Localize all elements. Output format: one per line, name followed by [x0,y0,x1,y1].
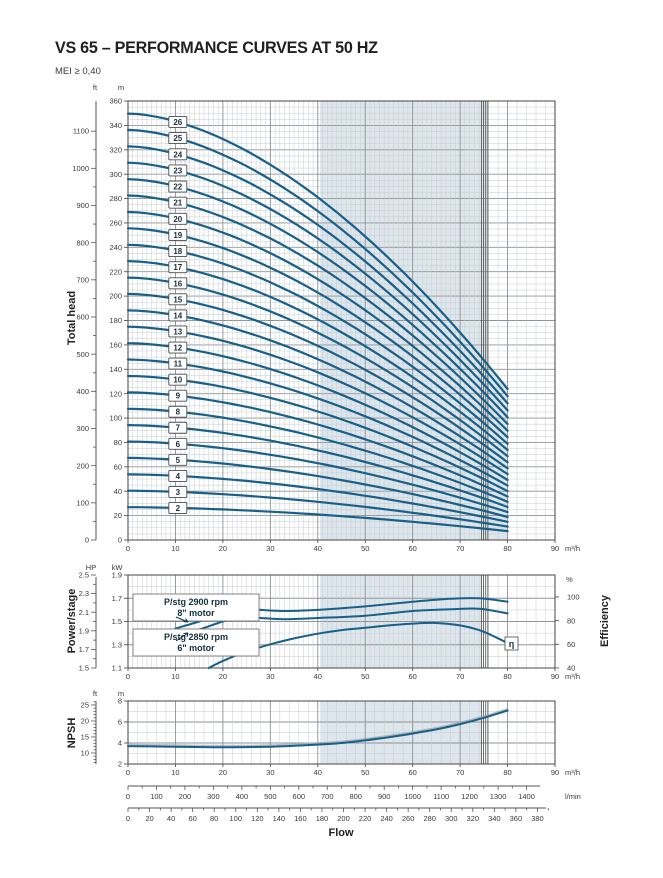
efficiency-tick: 40 [567,663,576,673]
head-x-tick: 30 [266,544,275,553]
power-label-line2: 6" motor [177,643,215,653]
npsh-ft-tick: 25 [80,700,89,710]
power-hp-tick: 2.5 [78,570,89,580]
stage-number: 26 [173,117,183,127]
head-m-tick: 20 [113,511,122,521]
head-x-tick: 0 [125,544,131,553]
head-ft-tick: 100 [76,498,89,508]
head-m-tick: 160 [109,340,122,350]
gpm-tick: 260 [401,814,415,823]
flow-scales [126,786,581,839]
lmin-tick: 1400 [518,792,535,801]
head-ft-tick: 500 [76,349,89,359]
npsh-x-tick: 90 [550,768,560,777]
gpm-tick: 340 [488,814,501,823]
npsh-x-tick: 60 [408,768,417,777]
head-ft-tick: 900 [76,201,89,211]
efficiency-axis-title: Efficiency [599,595,611,647]
lmin-tick: 800 [349,792,362,801]
page-title: VS 65 – PERFORMANCE CURVES AT 50 HZ [55,38,378,57]
gpm-tick: 0 [125,814,131,823]
head-m-tick: 220 [109,267,122,277]
head-m-tick: 340 [109,120,122,130]
gpm-tick: 40 [166,814,176,823]
head-x-tick: 70 [455,544,465,553]
power-x-tick: 30 [266,672,275,681]
stage-labels [169,116,187,513]
stage-number: 21 [173,198,183,208]
mei-rating: MEI ≥ 0,40 [55,66,101,77]
power-kw-tick: 1.9 [111,570,122,580]
power-hp-tick: 1.9 [78,626,89,636]
power-hp-tick: 2.3 [78,589,89,599]
head-ft-tick: 300 [76,424,89,434]
head-m-tick: 120 [109,389,122,399]
lmin-tick: 1300 [489,792,507,801]
power-x-tick: 70 [455,672,465,681]
lmin-tick: 600 [292,792,306,801]
npsh-x-tick: 10 [171,768,180,777]
lmin-tick: 1000 [404,792,422,801]
head-m-tick: 100 [109,413,122,423]
npsh-m-tick: 6 [117,717,122,727]
power-hp-tick: 1.7 [78,645,89,654]
stage-number: 18 [173,247,183,257]
gpm-tick: 300 [444,814,458,823]
power-label-line1: P/stg 2900 rpm [163,597,229,607]
efficiency-tick: 100 [567,592,580,602]
npsh-x-unit: m³/h [565,768,580,777]
stage-number: 7 [175,423,181,433]
head-m-tick: 260 [109,218,122,228]
gpm-tick: 380 [531,814,544,823]
efficiency-tick: 80 [567,616,576,626]
stage-number: 11 [173,359,183,369]
head-m-tick: 60 [113,462,122,472]
power-x-tick: 80 [503,672,512,681]
gpm-tick: 180 [315,814,329,823]
head-ft-tick: 0 [84,535,89,545]
head-ft-unit: ft [92,83,98,92]
gpm-tick: 200 [337,814,350,823]
npsh-x-tick: 20 [218,768,228,777]
lmin-unit: l/min [565,792,581,801]
stage-number: 4 [175,471,181,481]
power-x-tick: 20 [218,672,228,681]
stage-number: 14 [173,311,183,321]
npsh-m-tick: 8 [117,696,122,706]
stage-number: 3 [175,487,181,497]
stage-number: 24 [173,150,183,160]
head-ft-tick: 1100 [72,126,89,136]
power-x-tick: 60 [408,672,417,681]
gpm-tick: 280 [423,814,436,823]
efficiency-pct-unit: % [566,575,573,584]
npsh-axis-title: NPSH [66,717,78,749]
npsh-x-tick: 50 [361,768,370,777]
power-x-tick: 0 [125,672,131,681]
head-m-tick: 40 [113,486,122,496]
gpm-tick: 120 [251,814,264,823]
head-x-tick: 10 [171,544,180,553]
flow-axis-title: Flow [328,827,354,839]
lmin-tick: 1200 [461,792,478,801]
power-x-unit: m³/h [565,672,580,681]
gpm-tick: 140 [272,814,286,823]
head-ft-tick: 700 [76,275,89,285]
npsh-x-tick: 0 [125,768,131,777]
npsh-x-tick: 40 [313,768,322,777]
head-m-tick: 360 [109,96,122,106]
npsh-m-tick: 2 [117,759,122,769]
npsh-x-tick: 70 [455,768,465,777]
head-x-tick: 50 [361,544,370,553]
head-m-tick: 320 [109,145,122,155]
head-x-tick: 80 [503,544,512,553]
shaded-operating-range [320,101,507,764]
stage-number: 22 [173,182,183,192]
npsh-ft-tick: 15 [80,732,89,742]
power-hp-unit: HP [85,563,97,572]
lmin-tick: 1100 [433,792,450,801]
power-x-tick: 40 [313,672,322,681]
stage-number: 17 [173,263,183,273]
power-x-tick: 10 [171,672,180,681]
lmin-tick: 500 [264,792,277,801]
head-m-tick: 80 [113,438,122,448]
gpm-tick: 160 [294,814,307,823]
stage-number: 6 [175,439,181,449]
gpm-tick: 20 [145,814,154,823]
head-axis-title: Total head [66,290,78,346]
head-x-tick: 40 [313,544,322,553]
npsh-x-tick: 30 [266,768,275,777]
stage-number: 16 [173,279,183,289]
npsh-ft-tick: 10 [80,748,89,758]
efficiency-tick: 60 [567,639,576,649]
stage-number: 25 [173,134,183,144]
stage-number: 5 [175,455,181,465]
head-m-tick: 0 [117,535,122,545]
stage-number: 15 [173,295,183,305]
lmin-tick: 900 [377,792,391,801]
efficiency-symbol: η [508,639,515,649]
stage-number: 20 [173,214,183,224]
npsh-x-tick: 80 [503,768,512,777]
lmin-tick: 100 [150,792,163,801]
npsh-m-tick: 4 [117,738,122,748]
stage-number: 10 [173,375,183,385]
head-ft-tick: 800 [76,238,89,248]
lmin-tick: 200 [178,792,192,801]
power-hp-tick: 2.1 [78,607,89,617]
power-hp-tick: 1.5 [78,663,89,673]
gpm-tick: 100 [229,814,243,823]
power-kw-tick: 1.5 [111,617,122,627]
power-x-tick: 50 [361,672,370,681]
gpm-tick: 320 [466,814,480,823]
head-x-tick: 60 [408,544,417,553]
gpm-tick: 80 [210,814,219,823]
stage-number: 19 [173,230,183,240]
stage-number: 8 [175,407,181,417]
head-x-tick: 90 [550,544,560,553]
stage-number: 9 [175,391,181,401]
power-label-line1: P/stg 2850 rpm [163,632,229,642]
head-m-tick: 280 [109,194,122,204]
power-x-tick: 90 [550,672,560,681]
head-ft-tick: 600 [76,312,89,322]
npsh-ft-unit: ft [92,689,98,698]
head-ft-tick: 1000 [72,163,89,173]
gpm-tick: 60 [188,814,197,823]
power-kw-tick: 1.1 [111,663,122,673]
head-m-tick: 300 [109,169,122,179]
lmin-tick: 700 [321,792,334,801]
power-label-line2: 8" motor [177,608,215,618]
head-x-unit: m³/h [565,544,580,553]
head-x-tick: 20 [218,544,228,553]
head-m-tick: 240 [109,242,122,252]
npsh-m-unit: m [117,689,125,698]
head-ft-tick: 400 [76,386,89,396]
power-kw-tick: 1.3 [111,640,122,650]
head-m-tick: 200 [109,291,122,301]
stage-number: 12 [173,343,183,353]
gpm-tick: 240 [380,814,393,823]
lmin-tick: 0 [125,792,131,801]
stage-number: 23 [173,166,183,176]
npsh-ft-tick: 20 [80,716,89,726]
head-ft-tick: 200 [76,461,89,471]
stage-number: 13 [173,327,183,337]
lmin-tick: 300 [207,792,220,801]
power-axis-title: Power/stage [66,588,78,654]
power-kw-tick: 1.7 [111,593,122,603]
head-m-unit: m [117,83,125,92]
stage-number: 2 [175,503,181,513]
head-m-tick: 140 [109,364,122,374]
power-kw-unit: kW [111,563,123,572]
head-m-tick: 180 [109,316,122,326]
gpm-tick: 220 [358,814,372,823]
gpm-tick: 360 [509,814,523,823]
lmin-tick: 400 [235,792,249,801]
